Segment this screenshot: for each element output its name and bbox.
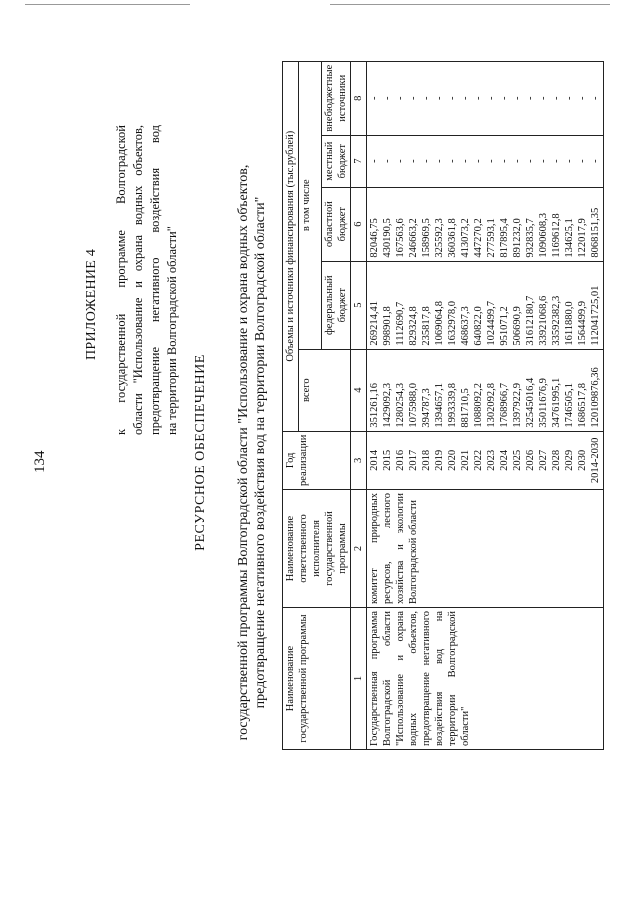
extrabudget-value: - (421, 96, 432, 100)
federal-value: 269214,41 (369, 301, 380, 346)
local-value: - (460, 159, 471, 163)
local-value: - (590, 159, 601, 163)
extrabudget-value: - (499, 96, 510, 100)
regional-value: 277593,1 (486, 218, 497, 258)
total-value: 881710,5 (460, 388, 471, 428)
document-subtitle-line-2: предотвращение негативного воздействия вод на территории Волгоградской области" (253, 196, 268, 709)
local-value: - (434, 159, 445, 163)
federal-value: 468637,3 (460, 306, 471, 346)
total-value: 1397922,9 (512, 383, 523, 428)
page-number: 134 (32, 450, 48, 473)
regional-value: 447270,2 (473, 218, 484, 258)
total-value: 1280254,3 (395, 383, 406, 428)
federal-value: 1112690,7 (395, 301, 406, 346)
years-value: 2030 (577, 449, 588, 471)
regional-value: 122017,9 (577, 218, 588, 258)
total-value: 1075988,0 (408, 383, 419, 428)
extrabudget-value: - (382, 96, 393, 100)
extrabudget-value: - (434, 96, 445, 100)
federal-value: 31612180,7 (525, 295, 536, 346)
total-value: 35011676,9 (538, 378, 549, 428)
federal-value: 998901,8 (382, 306, 393, 346)
regional-value: 932835,7 (525, 218, 536, 258)
header-extrabudget: внебюджетные источники (322, 61, 351, 135)
local-value: - (538, 159, 549, 163)
extrabudget-value: - (538, 96, 549, 100)
regional-value: 891232,0 (512, 218, 523, 258)
extrabudget-value: - (486, 96, 497, 100)
years-value: 2026 (525, 449, 536, 471)
federal-value: 1632978,0 (447, 301, 458, 346)
header-regional: областной бюджет (322, 187, 351, 261)
local-value: - (421, 159, 432, 163)
extrabudget-value: - (577, 96, 588, 100)
regional-value: 167563,6 (395, 218, 406, 258)
years-value: 2020 (447, 449, 458, 471)
local-value: - (512, 159, 523, 163)
column-number: 7 (351, 135, 367, 187)
local-value: - (577, 159, 588, 163)
federal-value: 1069064,8 (434, 301, 445, 346)
regional-value: 246663,2 (408, 218, 419, 258)
column-number: 4 (351, 349, 367, 431)
regional-value: 134625,1 (564, 218, 575, 258)
regional-cell (367, 187, 604, 261)
regional-value: 413073,2 (460, 218, 471, 258)
extrabudget-value: - (447, 96, 458, 100)
federal-value: 951071,2 (499, 306, 510, 346)
extrabudget-value: - (590, 96, 601, 100)
appendix-title: ПРИЛОЖЕНИЕ 4 (84, 248, 99, 360)
federal-value: 1611880,0 (564, 301, 575, 346)
years-value: 2022 (473, 449, 484, 471)
regional-value: 1169612,8 (551, 213, 562, 258)
extrabudget-value: - (369, 96, 380, 100)
extrabudget-value: - (460, 96, 471, 100)
federal-value: 112041725,01 (590, 285, 601, 346)
years-value: 2017 (408, 449, 419, 471)
regional-value: 8068151,35 (590, 207, 601, 258)
column-number: 5 (351, 261, 367, 349)
regional-value: 817895,4 (499, 218, 510, 258)
total-value: 1686517,8 (577, 383, 588, 428)
column-number: 6 (351, 187, 367, 261)
column-number: 8 (351, 61, 367, 135)
extrabudget-value: - (512, 96, 523, 100)
total-value: 120109876,36 (590, 367, 601, 428)
local-value: - (382, 159, 393, 163)
local-value: - (551, 159, 562, 163)
local-value: - (486, 159, 497, 163)
regional-value: 360361,8 (447, 218, 458, 258)
program-name-cell: Государственная программа Волгоградской области "Использование и охрана водных объектов, предотвращение негативного воздействия вод на территории Волгоградской области" (367, 608, 604, 750)
total-value: 34761995,1 (551, 377, 562, 428)
header-year: Год реализации (283, 431, 351, 489)
years-value: 2028 (551, 449, 562, 471)
header-local: местный бюджет (322, 135, 351, 187)
local-value: - (564, 159, 575, 163)
column-number: 3 (351, 431, 367, 489)
total-value: 1993339,8 (447, 383, 458, 428)
appendix-line-1: к государственной программе Волгоградской (114, 125, 128, 435)
appendix-line-3: предотвращение негативного воздействия вод (148, 125, 162, 435)
total-value: 32545016,4 (525, 377, 536, 428)
extrabudget-value: - (564, 96, 575, 100)
years-value: 2025 (512, 449, 523, 471)
federal-value: 829324,8 (408, 306, 419, 346)
extrabudget-cell (367, 61, 604, 135)
years-value: 2015 (382, 449, 393, 471)
local-value: - (473, 159, 484, 163)
header-program-name: Наименование государственной программы (283, 608, 351, 750)
federal-value: 33921068,6 (538, 295, 549, 346)
extrabudget-value: - (525, 96, 536, 100)
column-number: 1 (351, 608, 367, 750)
total-value: 1088092,2 (473, 383, 484, 428)
local-cell (367, 135, 604, 187)
header-including: в том числе (299, 61, 322, 349)
regional-value: 430190,5 (382, 218, 393, 258)
header-federal: федеральный бюджет (322, 261, 351, 349)
federal-value: 1024499,7 (486, 301, 497, 346)
years-value: 2027 (538, 449, 549, 471)
header-volumes: Объемы и источники финансирования (тыс.рублей) (283, 61, 299, 431)
federal-value: 640822,0 (473, 306, 484, 346)
total-value: 1746505,1 (564, 383, 575, 428)
appendix-line-2: области "Использование и охрана водных объектов, (131, 125, 145, 435)
regional-value: 325592,3 (434, 218, 445, 258)
years-value: 2014-2030 (590, 437, 601, 484)
extrabudget-value: - (408, 96, 419, 100)
column-number: 2 (351, 490, 367, 608)
years-value: 2018 (421, 449, 432, 471)
federal-value: 235817,8 (421, 306, 432, 346)
years-value: 2021 (460, 449, 471, 471)
years-value: 2029 (564, 449, 575, 471)
local-value: - (395, 159, 406, 163)
executor-cell: комитет природных ресурсов, лесного хозяйства и экологии Волгоградской области (367, 490, 604, 608)
years-value: 2014 (369, 449, 380, 471)
local-value: - (447, 159, 458, 163)
total-cell (367, 349, 604, 431)
total-value: 351261,16 (369, 383, 380, 428)
local-value: - (369, 159, 380, 163)
document-subtitle-line-1: государственной программы Волгоградской области "Использование и охрана водных объектов, (236, 164, 251, 741)
regional-value: 82046,75 (369, 218, 380, 258)
extrabudget-value: - (395, 96, 406, 100)
document-title: РЕСУРСНОЕ ОБЕСПЕЧЕНИЕ (193, 354, 208, 551)
regional-value: 1090608,3 (538, 213, 549, 258)
federal-value: 33592382,3 (551, 295, 562, 346)
federal-value: 1564499,9 (577, 301, 588, 346)
extrabudget-value: - (551, 96, 562, 100)
total-value: 1302092,8 (486, 383, 497, 428)
appendix-line-4: на территории Волгоградской области" (165, 226, 179, 435)
total-value: 1768966,7 (499, 383, 510, 428)
local-value: - (499, 159, 510, 163)
extrabudget-value: - (473, 96, 484, 100)
federal-value: 506690,9 (512, 306, 523, 346)
federal-cell (367, 261, 604, 349)
total-value: 394787,3 (421, 388, 432, 428)
years-value: 2019 (434, 449, 445, 471)
local-value: - (408, 159, 419, 163)
regional-value: 158969,5 (421, 218, 432, 258)
total-value: 1429092,3 (382, 383, 393, 428)
year-cell (367, 431, 604, 489)
local-value: - (525, 159, 536, 163)
header-total: всего (299, 349, 351, 431)
years-value: 2023 (486, 449, 497, 471)
resource-table (282, 61, 604, 750)
years-value: 2024 (499, 449, 510, 471)
total-value: 1394657,1 (434, 383, 445, 428)
years-value: 2016 (395, 449, 406, 471)
header-executor: Наименование ответственного исполнителя государственной программы (283, 490, 351, 608)
